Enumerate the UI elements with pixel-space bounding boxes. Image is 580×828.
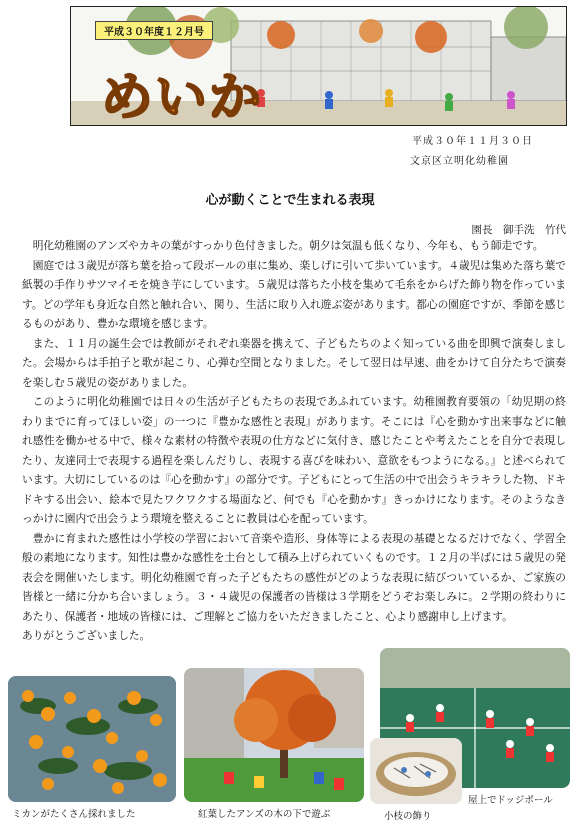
paragraph: このように明化幼稚園では日々の生活が子どもたちの表現であふれています。幼稚園教育要領の「幼児期の終わりまでに育ってほしい姿」の一つに『豊かな感性と表現』があります。そこには『心を動かす出来事などに触れ感性を働かせる中で、様々な素材の特徴や表現の仕方などに気付き、感じたことや考えたことを自分で表現したり、友達同士で表現する過程を楽しんだりし、表現する喜びを味わい、意欲をもつようになる。』と述べられています。大切にしているのは『心を動かす』の部分です。子どもにとって生活の中で出会うキラキラした物、ドキドキする出会い、絵本で見たワクワクする場面など、何でも『心を動かす』きっかけになります。そのようなきっかけに園内で出会うよう環境を整えることに教員は心を配っています。 [22,395,566,525]
issue-label: 平成３０年度１２月号 [95,21,213,40]
koeda-photo [370,738,462,804]
school-name: 文京区立明化幼稚園 [410,156,509,167]
mikan-caption: ミカンがたくさん採れました [12,809,136,820]
mikan-photo [8,676,176,802]
paragraph: 園庭では３歳児が落ち葉を拾って段ボールの車に集め、楽しげに引いて歩いています。４歳児は集めた落ち葉で紙製の手作りサツマイモを焼き芋にしています。５歳児は落ちた小枝を集めて毛糸をからげた飾り物を作っています。どの学年も身近な自然と触れ合い、関り、生活に取り入れ遊ぶ姿があります。都心の園庭ですが、季節を感じるものがあり、豊かな環境を感じます。 [22,258,566,330]
anzu-tree-photo [184,668,364,802]
paragraph: また、１１月の誕生会では教師がそれぞれ楽器を携えて、子どもたちのよく知っている曲を即興で演奏しました。会場からは手拍子と歌が起こり、心弾む空間となりました。そして翌日は早速、曲をかけて自分たちで演奏を楽しむ５歳児の姿がありました。 [22,336,566,389]
newsletter-header [70,6,568,174]
newsletter-title: めいか [101,68,264,126]
article-body [22,236,566,646]
article-title: 心が動くことで生まれる表現 [205,193,375,208]
header-banner [70,6,567,126]
koeda-caption: 小枝の飾り [384,811,432,822]
paragraph: 豊かに育まれた感性は小学校の学習において音楽や造形、身体等による表現の基礎となるだけでなく、学習全般の素地になります。知性は豊かな感性を土台として積み上げられていくものです。１２月の半ばには５歳児の発表会を開催いたします。明化幼稚園で育った子どもたちの感性がどのような表現に結びついているか、ご家族の皆様と一緒に分かち合いましょう。３・４歳児の保護者の皆様は３学期をどうぞお楽しみに。２学期の終わりにあたり、保護者・地域の皆様には、ご理解とご協力をいただきましたこと、心より感謝申し上げます。 [22,531,566,623]
anzu-caption: 紅葉したアンズの木の下で遊ぶ [198,809,331,820]
article-author: 園長 御手洗 竹代 [471,224,566,236]
dodgeball-caption: 屋上でドッジボール [468,795,553,806]
issue-date: 平成３０年１１月３０日 [412,136,533,147]
paragraph: 明化幼稚園のアンズやカキの葉がすっかり色付きました。朝夕は気温も低くなり、今年も、もう師走です。 [32,239,544,252]
closing-line: ありがとうございました。 [22,629,151,642]
